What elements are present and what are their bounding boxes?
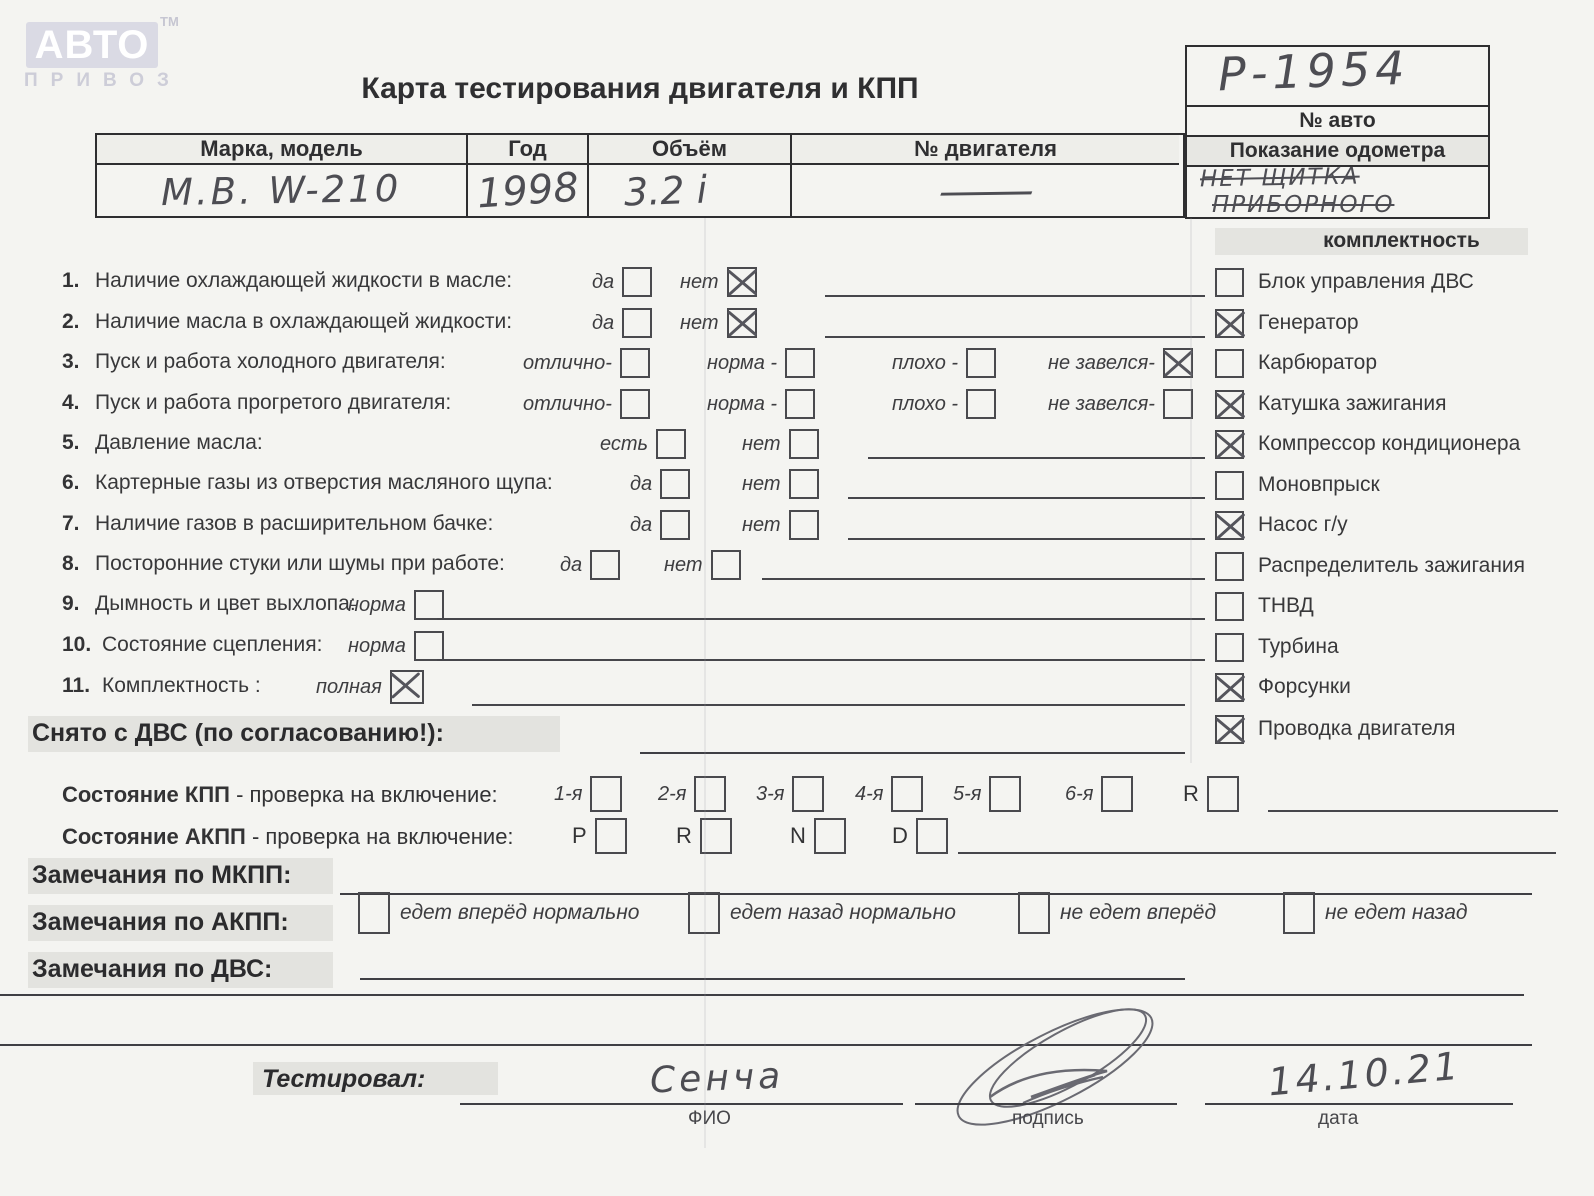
- gear-3: [756, 778, 824, 810]
- year-value: 1998: [475, 164, 580, 217]
- akpp-remarks-label: Замечания по АКПП:: [32, 908, 289, 936]
- gear-1: [554, 778, 622, 810]
- item-text: Пуск и работа прогретого двигателя:: [95, 391, 452, 414]
- checkbox-no-start[interactable]: [1163, 389, 1193, 419]
- gear-label: 1-я: [554, 782, 583, 805]
- date-line[interactable]: [1205, 1103, 1513, 1105]
- option-yes: [630, 468, 690, 500]
- checkbox-p[interactable]: [595, 818, 627, 854]
- signature-caption: подпись: [1012, 1108, 1084, 1129]
- option-label: полная: [316, 675, 382, 698]
- fill-line[interactable]: [825, 336, 1205, 338]
- fill-line[interactable]: [848, 538, 1205, 540]
- checkbox-no[interactable]: [727, 267, 757, 297]
- option-no: [742, 509, 819, 541]
- akpp-option-label: едет вперёд нормально: [400, 901, 640, 924]
- col-header-year: Год: [468, 135, 587, 165]
- option-norm: [348, 630, 444, 662]
- checkbox-no-backward[interactable]: [1283, 892, 1315, 934]
- option-label: есть: [600, 432, 649, 455]
- position-label: N: [790, 823, 806, 848]
- col-header-make: Марка, модель: [97, 135, 466, 165]
- completeness-label: Насос г/у: [1258, 513, 1348, 536]
- option-label: да: [592, 311, 615, 334]
- option-excellent: [523, 347, 650, 379]
- kpp-label: [62, 782, 498, 808]
- kpp-check-row: [62, 773, 1572, 817]
- akpp-option-no-forward: [1018, 892, 1216, 934]
- option-norm: [707, 388, 815, 420]
- option-label: нет: [742, 432, 781, 455]
- checkbox-no[interactable]: [727, 308, 757, 338]
- volume-value-cell[interactable]: [589, 165, 790, 216]
- checkbox-engine-wiring[interactable]: [1215, 715, 1244, 744]
- engine-no-value-cell[interactable]: [792, 165, 1179, 216]
- item-text: Наличие масла в охлаждающей жидкости:: [95, 310, 513, 333]
- option-label: отлично-: [523, 351, 612, 374]
- odometer-header: Показание одометра: [1187, 137, 1488, 167]
- item-number: 2.: [62, 310, 80, 333]
- logo-tm: ТМ: [160, 14, 179, 29]
- option-label: да: [630, 513, 653, 536]
- checkbox-norm[interactable]: [414, 631, 444, 661]
- item-number: 7.: [62, 512, 80, 535]
- item-text: Состояние сцепления:: [102, 633, 323, 656]
- akpp-label: [62, 824, 514, 850]
- option-norm: [348, 589, 444, 621]
- scan-artifact-line: [1190, 218, 1192, 763]
- item-number: 10.: [62, 633, 92, 656]
- gear-label: 4-я: [855, 782, 884, 805]
- checkbox-yes[interactable]: [590, 550, 620, 580]
- checkbox-full[interactable]: [390, 670, 424, 704]
- option-no-start: [1048, 388, 1193, 420]
- checklist-item-3: [62, 342, 1572, 384]
- akpp-label-bold: Состояние АКПП: [62, 824, 246, 849]
- checklist-item-10: [62, 625, 1572, 667]
- gear-r: [1183, 778, 1239, 810]
- checkbox-n[interactable]: [814, 818, 846, 854]
- option-label: нет: [742, 472, 781, 495]
- checklist-item-5: [62, 423, 1572, 465]
- option-no: [742, 428, 819, 460]
- option-label: да: [630, 472, 653, 495]
- item-text: Наличие газов в расширительном бачке:: [95, 512, 494, 535]
- option-bad: [892, 388, 996, 420]
- akpp-option-label: не едет вперёд: [1060, 901, 1217, 924]
- completeness-label: Проводка двигателя: [1258, 717, 1456, 740]
- checklist-item-6: [62, 463, 1572, 505]
- logo-badge: [26, 22, 158, 68]
- completeness-label: ТНВД: [1258, 594, 1314, 617]
- item-text: Комплектность :: [102, 674, 261, 697]
- item-number: 4.: [62, 391, 80, 414]
- checkbox-yes[interactable]: [660, 510, 690, 540]
- checklist-item-1: [62, 261, 1572, 303]
- option-norm: [707, 347, 815, 379]
- checklist-item-8: [62, 544, 1572, 586]
- fill-line[interactable]: [1268, 810, 1558, 812]
- option-label: норма -: [707, 351, 778, 374]
- fill-line[interactable]: [640, 752, 1185, 754]
- vehicle-col-engine: [792, 135, 1179, 216]
- akpp-option-no-backward: [1283, 892, 1467, 934]
- page-title: Карта тестирования двигателя и КПП: [361, 72, 919, 105]
- akpp-option-backward-ok: [688, 892, 956, 934]
- item-number: 9.: [62, 592, 80, 615]
- item-number: 5.: [62, 431, 80, 454]
- checkbox-no[interactable]: [789, 510, 819, 540]
- checkbox-gear-2[interactable]: [694, 776, 726, 812]
- checkbox-no[interactable]: [711, 550, 741, 580]
- option-label: да: [560, 553, 583, 576]
- option-label: да: [592, 270, 615, 293]
- option-label: нет: [742, 513, 781, 536]
- option-no: [664, 549, 741, 581]
- fill-line[interactable]: [437, 659, 1205, 661]
- completeness-title: комплектность: [1323, 229, 1480, 252]
- akpp-option-label: едет назад нормально: [730, 901, 956, 924]
- gear-5: [953, 778, 1021, 810]
- checkbox-gear-1[interactable]: [590, 776, 622, 812]
- mkpp-remarks-label: Замечания по МКПП:: [32, 861, 292, 889]
- item-text: Пуск и работа холодного двигателя:: [95, 350, 446, 373]
- item-number: 6.: [62, 471, 80, 494]
- akpp-label-rest: - проверка на включение:: [245, 824, 514, 849]
- checklist-item-7: [62, 504, 1572, 546]
- option-no: [742, 468, 819, 500]
- completeness-label: Компрессор кондиционера: [1258, 432, 1521, 455]
- checkbox-yes[interactable]: [622, 308, 652, 338]
- position-label: D: [892, 823, 908, 848]
- item-text: Давление масла:: [95, 431, 263, 454]
- option-yes: [592, 307, 652, 339]
- completeness-item: [1215, 713, 1456, 745]
- option-yes: [630, 509, 690, 541]
- item-number: 8.: [62, 552, 80, 575]
- fio-caption: ФИО: [688, 1108, 731, 1129]
- checkbox-no-forward[interactable]: [1018, 892, 1050, 934]
- checkbox-present[interactable]: [656, 429, 686, 459]
- volume-value: 3.2 i: [623, 167, 708, 214]
- dvs-remarks-label: Замечания по ДВС:: [32, 955, 273, 983]
- option-label: не завелся-: [1048, 392, 1155, 415]
- fio-line[interactable]: [460, 1103, 903, 1105]
- item-number: 3.: [62, 350, 80, 373]
- position-label: P: [572, 823, 587, 848]
- kpp-label-bold: Состояние КПП: [62, 782, 230, 807]
- odometer-note-line2: ПРИБОРНОГО: [1212, 192, 1395, 218]
- position-d: [892, 820, 948, 852]
- completeness-label: Распределитель зажигания: [1258, 554, 1526, 577]
- scan-artifact-line: [704, 218, 706, 1148]
- checklist-item-11: [62, 666, 1572, 708]
- checkbox-no-start[interactable]: [1163, 348, 1193, 378]
- divider-line: [0, 1044, 1532, 1046]
- engine-no-value: —: [933, 165, 1038, 216]
- option-label: нет: [680, 270, 719, 293]
- make-value-cell[interactable]: [97, 165, 466, 216]
- logo-subtitle: ПРИВОЗ: [24, 70, 182, 91]
- checkbox-norm[interactable]: [785, 389, 815, 419]
- position-label: R: [676, 823, 692, 848]
- item-text: Посторонние стуки или шумы при работе:: [95, 552, 505, 575]
- option-yes: [592, 266, 652, 298]
- vehicle-col-make: [97, 135, 468, 216]
- completeness-label: Моновпрыск: [1258, 473, 1380, 496]
- akpp-option-label: не едет назад: [1325, 901, 1468, 924]
- gear-2: [658, 778, 726, 810]
- gear-label: 2-я: [658, 782, 687, 805]
- item-text: Картерные газы из отверстия масляного щупа:: [95, 471, 553, 494]
- checkbox-d[interactable]: [916, 818, 948, 854]
- position-p: [572, 820, 627, 852]
- gear-6: [1065, 778, 1133, 810]
- option-no: [680, 307, 757, 339]
- checkbox-gear-6[interactable]: [1101, 776, 1133, 812]
- checkbox-yes[interactable]: [622, 267, 652, 297]
- checkbox-bad[interactable]: [966, 348, 996, 378]
- akpp-option-forward-ok: [358, 892, 639, 934]
- year-value-cell[interactable]: [468, 165, 587, 216]
- option-no-start: [1048, 347, 1193, 379]
- item-text: Наличие охлаждающей жидкости в масле:: [95, 269, 513, 292]
- gear-label: R: [1183, 781, 1199, 806]
- option-no: [680, 266, 757, 298]
- option-bad: [892, 347, 996, 379]
- completeness-label: Карбюратор: [1258, 351, 1378, 374]
- option-label: норма: [348, 634, 406, 657]
- gear-label: 6-я: [1065, 782, 1094, 805]
- vehicle-col-volume: [589, 135, 792, 216]
- option-excellent: [523, 388, 650, 420]
- fill-line[interactable]: [868, 457, 1205, 459]
- date-caption: дата: [1318, 1108, 1359, 1129]
- option-label: не завелся-: [1048, 351, 1155, 374]
- fill-line[interactable]: [958, 852, 1556, 854]
- tested-label: Тестировал:: [262, 1065, 426, 1093]
- date-value: 14.10.21: [1266, 1043, 1463, 1105]
- fio-value: Сенча: [649, 1055, 785, 1102]
- checkbox-no[interactable]: [789, 429, 819, 459]
- option-label: нет: [680, 311, 719, 334]
- option-full: [316, 671, 424, 703]
- item-number: 11.: [62, 674, 91, 697]
- checkbox-yes[interactable]: [660, 469, 690, 499]
- logo-text: АВТО: [34, 23, 150, 67]
- position-n: [790, 820, 846, 852]
- option-label: плохо -: [892, 392, 959, 415]
- checklist-item-4: [62, 383, 1572, 425]
- fill-line[interactable]: [437, 618, 1205, 620]
- checkbox-excellent[interactable]: [620, 348, 650, 378]
- doc-number-value: Р-1954: [1217, 40, 1411, 102]
- checkbox-gear-5[interactable]: [989, 776, 1021, 812]
- odometer-note-line1: НЕТ ЩИТКА: [1199, 163, 1360, 193]
- fill-line[interactable]: [825, 295, 1205, 297]
- kpp-label-rest: - проверка на включение:: [229, 782, 498, 807]
- vehicle-table: [95, 133, 1185, 218]
- col-header-volume: Объём: [589, 135, 790, 165]
- checkbox-forward-ok[interactable]: [358, 892, 390, 934]
- akpp-check-row: [62, 815, 1572, 859]
- completeness-label: Катушка зажигания: [1258, 392, 1447, 415]
- checkbox-excellent[interactable]: [620, 389, 650, 419]
- col-header-engine: № двигателя: [792, 135, 1179, 165]
- completeness-label: Форсунки: [1258, 675, 1351, 698]
- option-label: норма -: [707, 392, 778, 415]
- make-value: М.В. W-210: [161, 166, 402, 215]
- completeness-label: Турбина: [1258, 635, 1339, 658]
- fill-line[interactable]: [848, 497, 1205, 499]
- checkbox-gear-3[interactable]: [792, 776, 824, 812]
- signature-line[interactable]: [915, 1103, 1177, 1105]
- checkbox-norm[interactable]: [414, 590, 444, 620]
- doc-number-caption: № авто: [1187, 107, 1488, 137]
- option-label: нет: [664, 553, 703, 576]
- gear-label: 5-я: [953, 782, 982, 805]
- divider-line: [0, 994, 1524, 996]
- gear-4: [855, 778, 923, 810]
- option-label: плохо -: [892, 351, 959, 374]
- checkbox-no[interactable]: [789, 469, 819, 499]
- checklist-item-2: [62, 302, 1572, 344]
- completeness-label: Генератор: [1258, 311, 1359, 334]
- checkbox-bad[interactable]: [966, 389, 996, 419]
- checkbox-gear-4[interactable]: [891, 776, 923, 812]
- completeness-label: Блок управления ДВС: [1258, 270, 1474, 293]
- checklist-item-9: [62, 584, 1572, 626]
- checkbox-norm[interactable]: [785, 348, 815, 378]
- item-text: Дымность и цвет выхлопа:: [95, 592, 356, 615]
- option-present: [600, 428, 686, 460]
- removed-label: Снято с ДВС (по согласованию!):: [32, 719, 444, 747]
- checkbox-gear-r[interactable]: [1207, 776, 1239, 812]
- option-label: норма: [348, 593, 406, 616]
- gear-label: 3-я: [756, 782, 785, 805]
- fill-line[interactable]: [472, 704, 1185, 706]
- fill-line[interactable]: [762, 578, 1205, 580]
- vehicle-col-year: [468, 135, 589, 216]
- item-number: 1.: [62, 269, 80, 292]
- option-yes: [560, 549, 620, 581]
- option-label: отлично-: [523, 392, 612, 415]
